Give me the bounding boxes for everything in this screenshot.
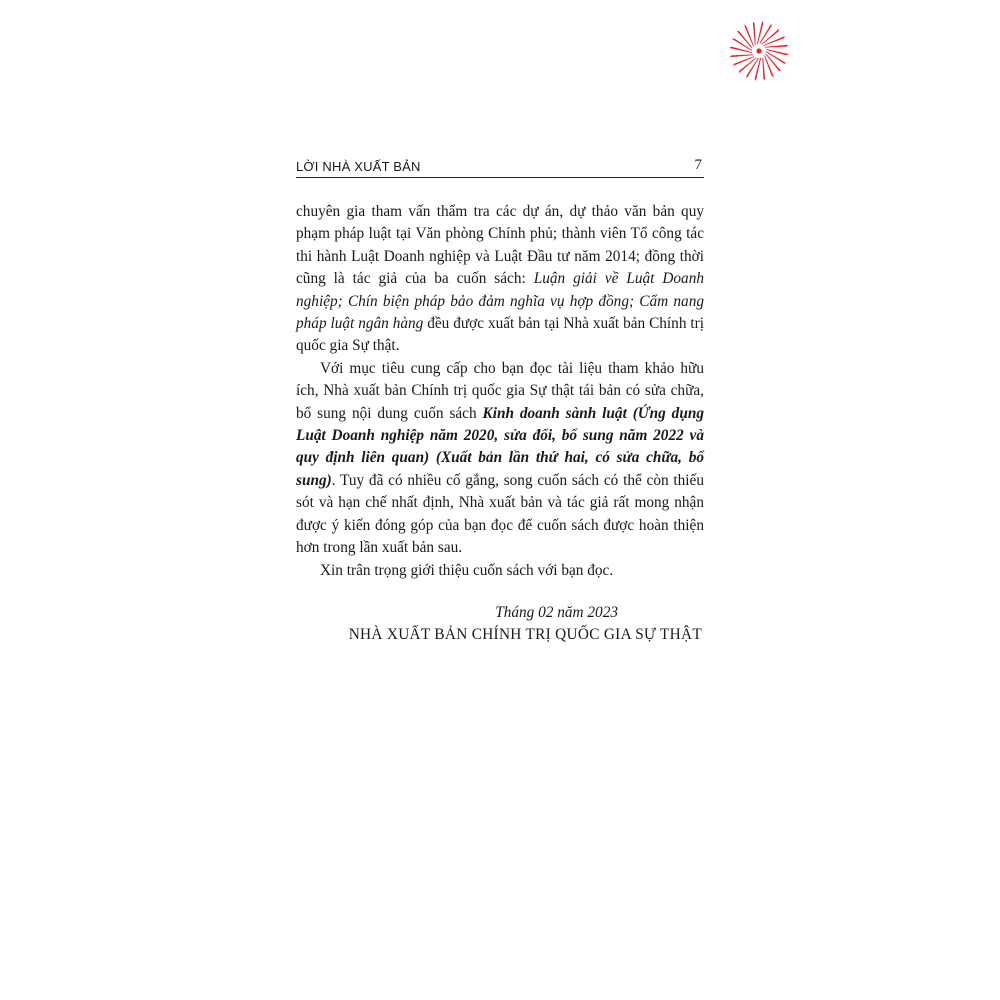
page-number: 7 <box>694 157 702 173</box>
signature-publisher: NHÀ XUẤT BẢN CHÍNH TRỊ QUỐC GIA SỰ THẬT <box>348 625 702 643</box>
publisher-star-logo-icon <box>728 20 790 82</box>
book-title: Kinh doanh sành luật (Ứng dụng Luật Doanh nghiệp năm 2020, sửa đổi, bổ sung năm 2022 và quy định liên quan) (Xuất bản lần thứ hai, có sửa chữa, bổ sung) <box>296 404 704 489</box>
signature-date: Tháng 02 năm 2023 <box>495 603 618 621</box>
body-text <box>296 201 704 582</box>
paragraph-text: Với mục tiêu cung cấp cho bạn đọc tài liệu tham khảo hữu ích, Nhà xuất bản Chính trị quốc gia Sự thật tái bản có sửa chữa, bổ sung nội dung cuốn sách <box>296 359 704 422</box>
book-titles: Luận giải về Luật Doanh nghiệp; Chín biện pháp bảo đảm nghĩa vụ hợp đồng; Cẩm nang pháp luật ngân hàng <box>296 270 704 333</box>
running-header <box>296 150 704 178</box>
paragraph-text: chuyên gia tham vấn thẩm tra các dự án, dự thảo văn bản quy phạm pháp luật tại Văn phòng Chính phủ; thành viên Tổ công tác thi hành Luật Doanh nghiệp và Luật Đầu tư năm 2014; đồng thời cũng là tác giả của ba cuốn sách: <box>296 203 704 288</box>
paragraph-text: đều được xuất bản tại Nhà xuất bản Chính trị quốc gia Sự thật. <box>296 315 704 355</box>
book-page <box>296 150 704 646</box>
paragraph-text: . Tuy đã có nhiều cố gắng, song cuốn sách có thể còn thiếu sót và hạn chế nhất định, Nhà xuất bản và tác giả rất mong nhận được ý kiến đóng góp của bạn đọc để cuốn sách được hoàn thiện hơn trong lần xuất bản sau. <box>296 471 704 557</box>
chapter-title: LỜI NHÀ XUẤT BẢN <box>296 159 421 174</box>
paragraph-continued <box>296 201 704 358</box>
paragraph-purpose <box>296 358 704 560</box>
signature-block <box>296 602 704 646</box>
paragraph-closing: Xin trân trọng giới thiệu cuốn sách với bạn đọc. <box>320 561 614 579</box>
